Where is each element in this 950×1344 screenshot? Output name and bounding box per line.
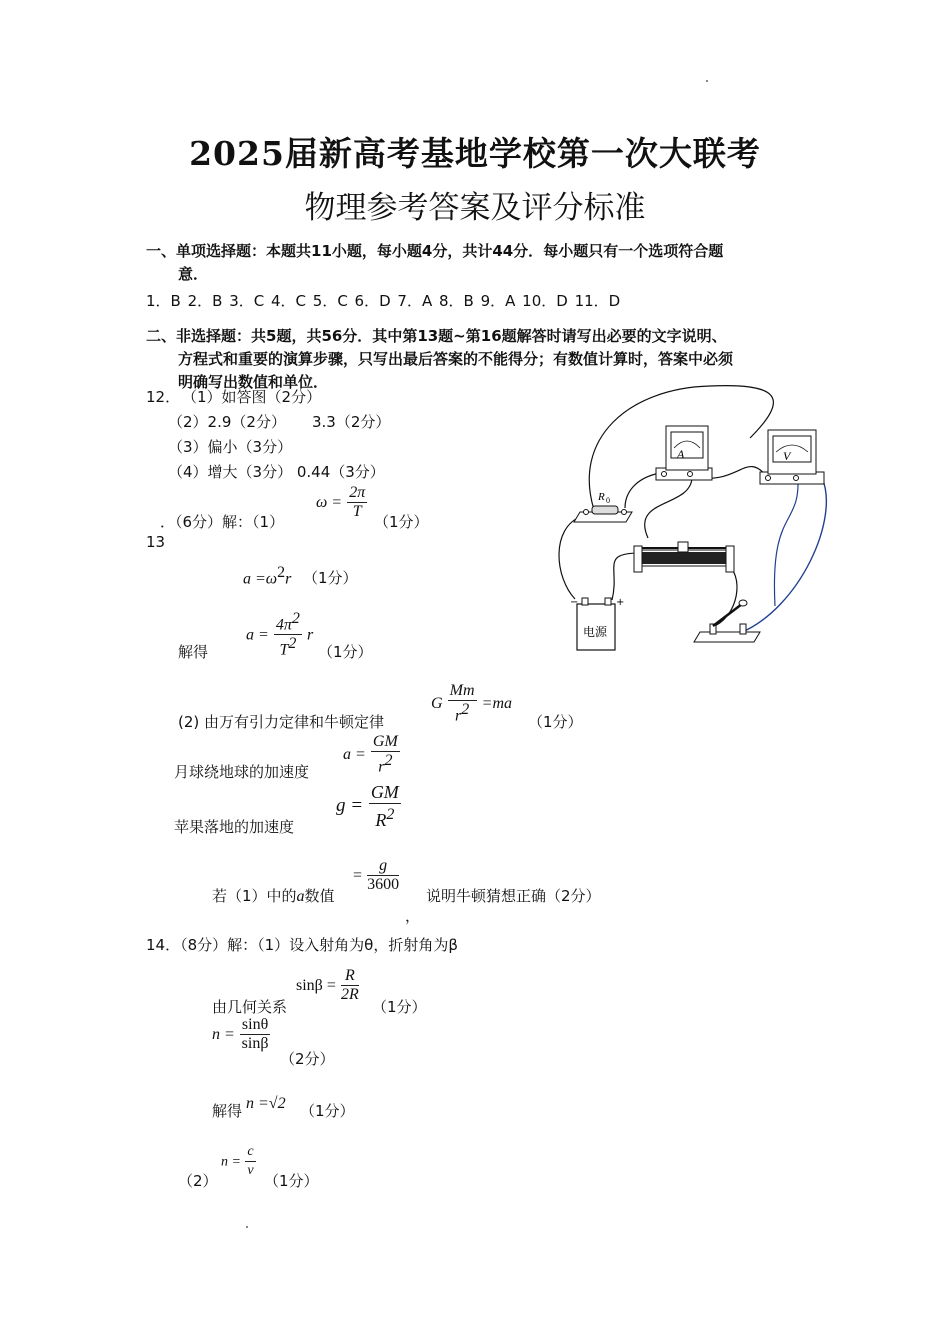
a2-lhs: a = xyxy=(246,626,269,644)
scan-dot xyxy=(706,80,708,82)
q13-apple-text: 苹果落地的加速度 xyxy=(174,818,295,836)
q12-part1: （1）如答图（2分） xyxy=(182,388,322,406)
q14-geo-text: 由几何关系 xyxy=(212,998,288,1016)
q12-part4: （4）增大（3分） 0.44（3分） xyxy=(168,463,385,481)
n2-den: v xyxy=(247,1163,254,1178)
q14-n-formula xyxy=(212,1016,270,1053)
a2-fraction xyxy=(274,610,302,660)
circuit-diagram xyxy=(540,378,840,660)
sin-fraction xyxy=(341,967,359,1004)
section1-answers: 1．B 2．B 3．C 4．C 5．C 6．D 7．A 8．B 9．A 10．D 11．D xyxy=(146,292,621,310)
grav-rhs: =ma xyxy=(481,695,512,713)
omega-fraction xyxy=(347,484,367,521)
rheostat xyxy=(634,542,734,572)
q14-score4: （1分） xyxy=(264,1172,319,1190)
wire-voltmeter-switch xyxy=(740,478,826,633)
page-title: 2025届新高考基地学校第一次大联考 xyxy=(189,134,761,173)
q13-gravity-formula xyxy=(431,682,512,725)
n2-num: c xyxy=(245,1143,255,1162)
a1-tail: r xyxy=(285,570,292,588)
omega-den: T xyxy=(352,503,362,520)
q13-score2: （1分） xyxy=(303,569,358,587)
n-den: sinβ xyxy=(241,1035,269,1052)
sin-lhs: sinβ = xyxy=(296,977,336,994)
moon-den-sup: 2 xyxy=(384,752,393,769)
minus-sign: − xyxy=(570,597,579,608)
q13-score3: （1分） xyxy=(318,643,373,661)
voltmeter xyxy=(760,430,824,484)
a2-num: 4π xyxy=(275,616,292,634)
ratio-eq: = xyxy=(353,867,363,884)
moon-fraction xyxy=(371,733,400,776)
wire-resistor-battery xyxy=(559,516,582,599)
q13-solve: 解得 xyxy=(178,643,209,661)
grav-G: G xyxy=(431,695,443,713)
q14-score3: （1分） xyxy=(300,1102,355,1120)
section2-heading-line1: 二、非选择题：共5题，共56分．其中第13题~第16题解答时请写出必要的文字说明、 xyxy=(146,327,727,345)
q13-score1: （1分） xyxy=(374,513,429,531)
resistor-r0 xyxy=(574,491,632,522)
n-num: sinθ xyxy=(241,1016,269,1033)
if-var: a xyxy=(296,888,305,905)
apple-num: GM xyxy=(370,782,399,802)
resistor-label: R xyxy=(598,491,605,503)
n-fraction xyxy=(240,1016,270,1053)
q12-label: 12． xyxy=(146,388,181,406)
plus-sign: + xyxy=(616,597,625,608)
section2-heading-line2: 方程式和重要的演算步骤，只写出最后答案的不能得分；有数值计算时，答案中必须 xyxy=(178,350,734,368)
moon-lhs: a = xyxy=(343,746,366,764)
q13-a1-formula xyxy=(243,564,291,588)
section1-heading-line1: 一、单项选择题：本题共11小题，每小题4分，共计44分．每小题只有一个选项符合题 xyxy=(146,242,724,260)
a1-lhs: a =ω xyxy=(243,570,278,588)
q13-moon-formula xyxy=(343,733,400,776)
n2-lhs: n = xyxy=(221,1154,241,1170)
apple-den: R xyxy=(375,810,387,830)
q12-part2b: 3.3（2分） xyxy=(312,413,391,431)
q13-apple-formula xyxy=(336,781,401,831)
a2-den-sup: 2 xyxy=(288,635,297,653)
if-text-b: 数值 xyxy=(304,887,335,905)
ammeter xyxy=(656,426,712,480)
moon-num: GM xyxy=(372,733,398,750)
a2-tail: r xyxy=(307,626,314,644)
q13-conclusion: 说明牛顿猜想正确（2分） xyxy=(426,887,601,905)
apple-fraction xyxy=(369,781,401,831)
q13-score4: （1分） xyxy=(528,713,583,731)
grav-fraction xyxy=(448,682,477,725)
omega-num: 2π xyxy=(349,484,366,501)
grav-den-sup: 2 xyxy=(461,701,470,718)
ratio-fraction xyxy=(367,857,399,894)
q12-part2a: （2）2.9（2分） xyxy=(168,413,286,431)
q13-ratio-formula xyxy=(353,857,399,894)
a2-num-sup: 2 xyxy=(291,610,300,627)
section1-heading xyxy=(146,240,723,286)
ratio-den: 3600 xyxy=(367,876,400,893)
a1-sup: 2 xyxy=(277,564,286,581)
a2-den: T xyxy=(279,641,289,659)
wire-ammeter-resistor xyxy=(625,473,660,508)
scan-dot xyxy=(246,1226,248,1228)
q14-label: 14．（8分）解：（1）设入射角为θ，折射角为β xyxy=(146,936,458,954)
wire-ammeter-rheostat xyxy=(645,478,692,538)
q14-solve: 解得 xyxy=(212,1102,243,1120)
q14-sin-formula xyxy=(296,967,359,1004)
q13-label-b: 13 xyxy=(146,533,166,551)
page-subtitle: 物理参考答案及评分标准 xyxy=(304,190,646,226)
q13-omega-formula xyxy=(316,484,367,521)
q13-moon-text: 月球绕地球的加速度 xyxy=(174,763,310,781)
grav-num: Mm xyxy=(449,682,475,699)
omega-lhs: ω = xyxy=(316,494,343,511)
q13-a2-formula xyxy=(246,610,313,660)
q14-score2: （2分） xyxy=(280,1050,335,1068)
knife-switch xyxy=(694,600,760,642)
if-text-a: 若（1）中的 xyxy=(212,887,297,905)
ratio-num: g xyxy=(367,857,399,876)
resistor-sub: 0 xyxy=(606,496,610,505)
moon-den: r xyxy=(378,758,385,776)
section1-heading-line2: 意． xyxy=(178,265,209,283)
q13-part2-label: (2) 由万有引力定律和牛顿定律 xyxy=(178,713,385,731)
q13-comma: ， xyxy=(405,907,421,925)
n-lhs: n = xyxy=(212,1026,235,1043)
voltmeter-label: V xyxy=(783,449,791,463)
q13-if-line xyxy=(212,885,335,906)
grav-den: r xyxy=(454,707,462,725)
n2-fraction xyxy=(245,1143,255,1180)
q14-score1: （1分） xyxy=(372,998,427,1016)
q14-n-value: n =√2 xyxy=(246,1095,286,1112)
power-label: 电源 xyxy=(583,625,608,639)
apple-lhs: g = xyxy=(336,795,364,816)
q14-n2-formula xyxy=(221,1143,256,1180)
q14-part2: （2） xyxy=(178,1172,218,1190)
sin-den: 2R xyxy=(340,986,359,1003)
power-supply xyxy=(570,597,624,650)
section2-heading-line3: 明确写出数值和单位． xyxy=(178,373,329,391)
ammeter-label: A xyxy=(677,447,685,461)
sin-num: R xyxy=(341,967,359,986)
apple-den-sup: 2 xyxy=(386,806,395,823)
q12-part3: （3）偏小（3分） xyxy=(168,438,293,456)
q13-label-a: ．（6分）解：（1） xyxy=(160,513,285,531)
